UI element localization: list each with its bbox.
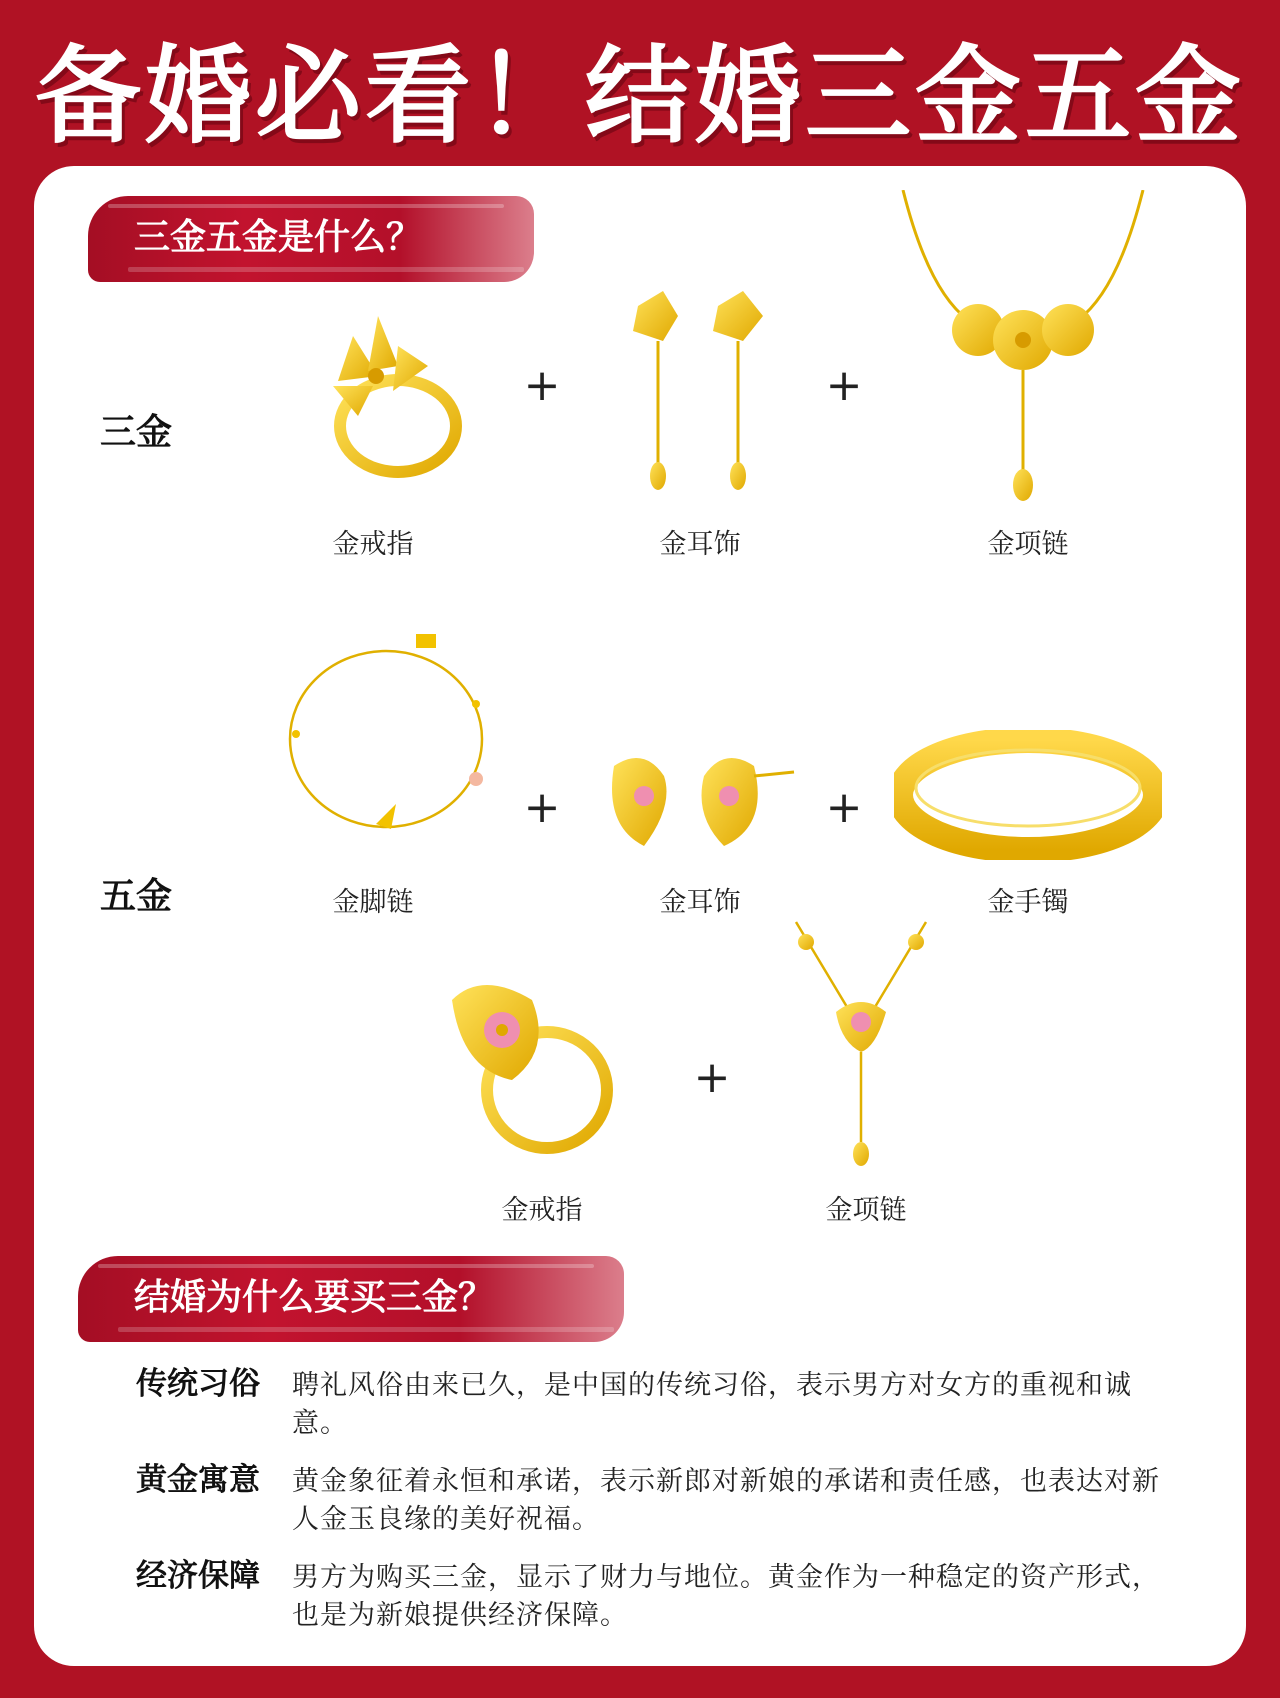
flower-ring-icon <box>298 306 478 486</box>
plus-symbol: + <box>825 782 863 833</box>
reason-desc-tradition: 聘礼风俗由来已久，是中国的传统习俗，表示男方对女方的重视和诚意。 <box>292 1370 1132 1439</box>
reason-term-economy: 经济保障 <box>136 1558 260 1594</box>
butterfly-earrings-icon <box>604 746 804 856</box>
anklet-icon <box>276 624 496 844</box>
flower-drop-earrings-icon <box>618 286 778 496</box>
sanjin-label: 三金 <box>100 412 173 453</box>
flower-necklace-icon <box>898 190 1148 510</box>
caption-earrings: 金耳饰 <box>659 529 741 560</box>
caption-bangle: 金手镯 <box>987 887 1069 918</box>
section-heading-what: 三金五金是什么？ <box>134 217 423 258</box>
caption-anklet: 金脚链 <box>332 887 414 918</box>
caption-butterfly-earrings: 金耳饰 <box>659 887 741 918</box>
caption-butterfly-necklace: 金项链 <box>825 1195 907 1226</box>
page-title: 备婚必看！结婚三金五金 <box>35 35 1245 158</box>
reason-desc-meaning: 黄金象征着永恒和承诺，表示新郎对新娘的承诺和责任感，也表达对新人金玉良缘的美好祝福。 <box>292 1466 1160 1535</box>
plus-symbol: + <box>825 360 863 411</box>
caption-necklace: 金项链 <box>987 529 1069 560</box>
wujin-label: 五金 <box>100 876 173 917</box>
bangle-icon <box>894 730 1162 860</box>
butterfly-ring-icon <box>442 970 622 1160</box>
reason-term-meaning: 黄金寓意 <box>136 1462 260 1498</box>
plus-symbol: + <box>523 360 561 411</box>
section-heading-why: 结婚为什么要买三金？ <box>134 1277 495 1318</box>
caption-butterfly-ring: 金戒指 <box>501 1195 583 1226</box>
reason-desc-economy: 男方为购买三金，显示了财力与地位。黄金作为一种稳定的资产形式，也是为新娘提供经济保障。 <box>292 1562 1160 1631</box>
plus-symbol: + <box>693 1052 731 1103</box>
butterfly-necklace-icon <box>786 912 936 1172</box>
plus-symbol: + <box>523 782 561 833</box>
caption-ring: 金戒指 <box>332 529 414 560</box>
reason-term-tradition: 传统习俗 <box>136 1366 260 1402</box>
